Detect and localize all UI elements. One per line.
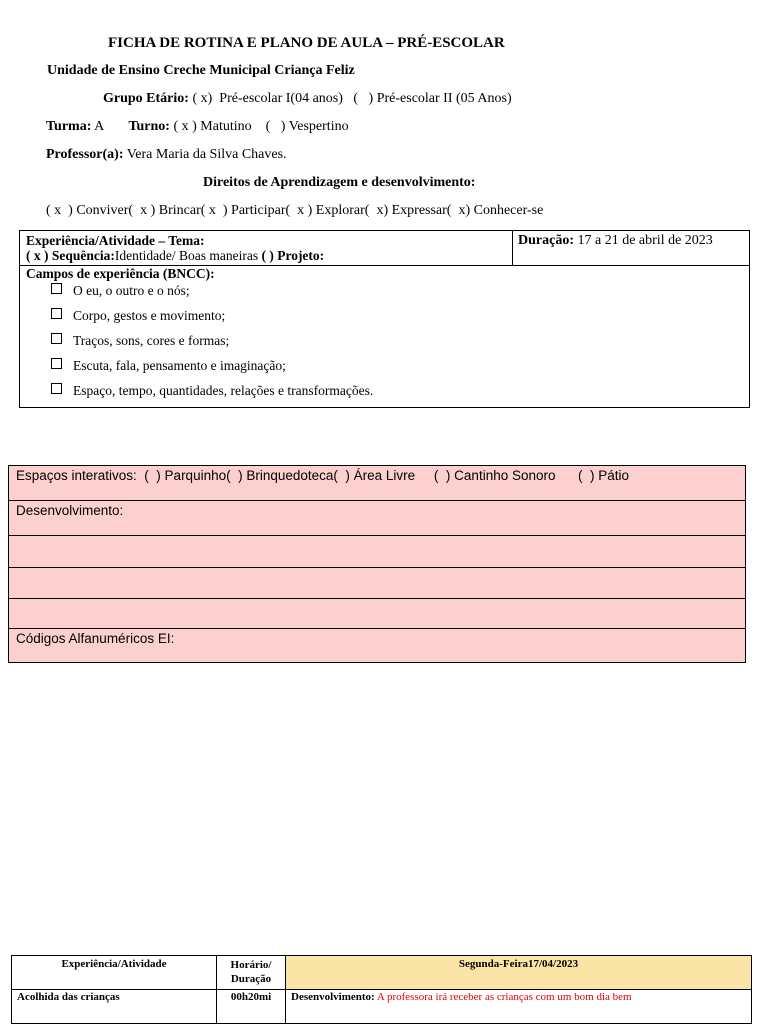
campo-label: Escuta, fala, pensamento e imaginação; [73,358,286,373]
schedule-table [11,955,752,1024]
campos-title: Campos de experiência (BNCC): [26,266,215,281]
row-time: 00h20mi [217,990,286,1023]
direitos-list: ( x ) Conviver( x ) Brincar( x ) Participar( x ) Explorar( x) Expressar( x) Conhecer-se [46,203,544,218]
sequencia-value: Identidade/ Boas maneiras [114,248,262,263]
spaces-table [8,465,746,663]
tema-label: Experiência/Atividade – Tema: [26,233,205,248]
turma-value: A [91,119,104,134]
campo-item [51,308,225,324]
checkbox-icon [51,283,62,294]
campo-item [51,333,229,349]
col-header-time-l1: Horário/ [230,959,272,971]
experience-col-divider [512,231,513,265]
development-text: A professora irá receber as crianças com um bom dia bem [374,991,632,1003]
campo-item [51,383,373,399]
checkbox-icon [51,333,62,344]
sequencia-label: ( x ) Sequência: [26,248,115,263]
professor-value: Vera Maria da Silva Chaves. [123,147,287,162]
row-activity: Acolhida das crianças [12,990,217,1023]
checkbox-icon [51,308,62,319]
campo-label: Espaço, tempo, quantidades, relações e transformações. [73,383,374,398]
experience-table [19,230,750,408]
desenvolvimento-label: Desenvolvimento: [16,503,124,518]
page-title: FICHA DE ROTINA E PLANO DE AULA – PRÉ-ESCOLAR [108,35,505,51]
campo-item [51,358,286,374]
turma-line [46,119,349,135]
direitos-title: Direitos de Aprendizagem e desenvolvimento: [203,175,476,190]
codigos-row [9,629,745,662]
professor-line [46,147,287,163]
duracao-cell [518,233,713,249]
col-header-time-l2: Duração [230,973,272,985]
unidade-line: Unidade de Ensino Creche Municipal Criança Feliz [47,63,355,78]
duracao-label: Duração: [518,233,574,248]
turno-value: ( x ) Matutino ( ) Vespertino [169,119,349,134]
col-header-time [217,956,286,990]
blank-row [9,536,745,568]
col-header-day: Segunda-Feira17/04/2023 [286,956,751,990]
development-label: Desenvolvimento: [291,991,375,1003]
blank-row [9,568,745,599]
checkbox-icon [51,358,62,369]
checkbox-icon [51,383,62,394]
duracao-value: 17 a 21 de abril de 2023 [574,233,713,248]
professor-label: Professor(a): [46,147,124,162]
projeto-label: ( ) Projeto: [261,248,325,263]
campo-label: Corpo, gestos e movimento; [73,308,226,323]
campo-label: Traços, sons, cores e formas; [73,333,230,348]
blank-row [9,599,745,629]
espacos-text: Espaços interativos: ( ) Parquinho( ) Brinquedoteca( ) Área Livre ( ) Cantinho Sonoro ( ) Pátio [16,468,630,483]
row-development [286,990,751,1023]
turma-label: Turma: [46,119,92,134]
codigos-label: Códigos Alfanuméricos EI: [16,631,175,646]
espacos-row [9,466,745,501]
campo-item [51,283,190,299]
col-header-activity: Experiência/Atividade [12,956,217,990]
campo-label: O eu, o outro e o nós; [73,283,190,298]
desenvolvimento-row [9,501,745,536]
sequencia-line [26,248,324,264]
turno-label: Turno: [128,119,170,134]
grupo-value: ( x) Pré-escolar I(04 anos) ( ) Pré-escolar II (05 Anos) [188,91,512,106]
grupo-label: Grupo Etário: [103,91,189,106]
grupo-line [103,91,512,107]
